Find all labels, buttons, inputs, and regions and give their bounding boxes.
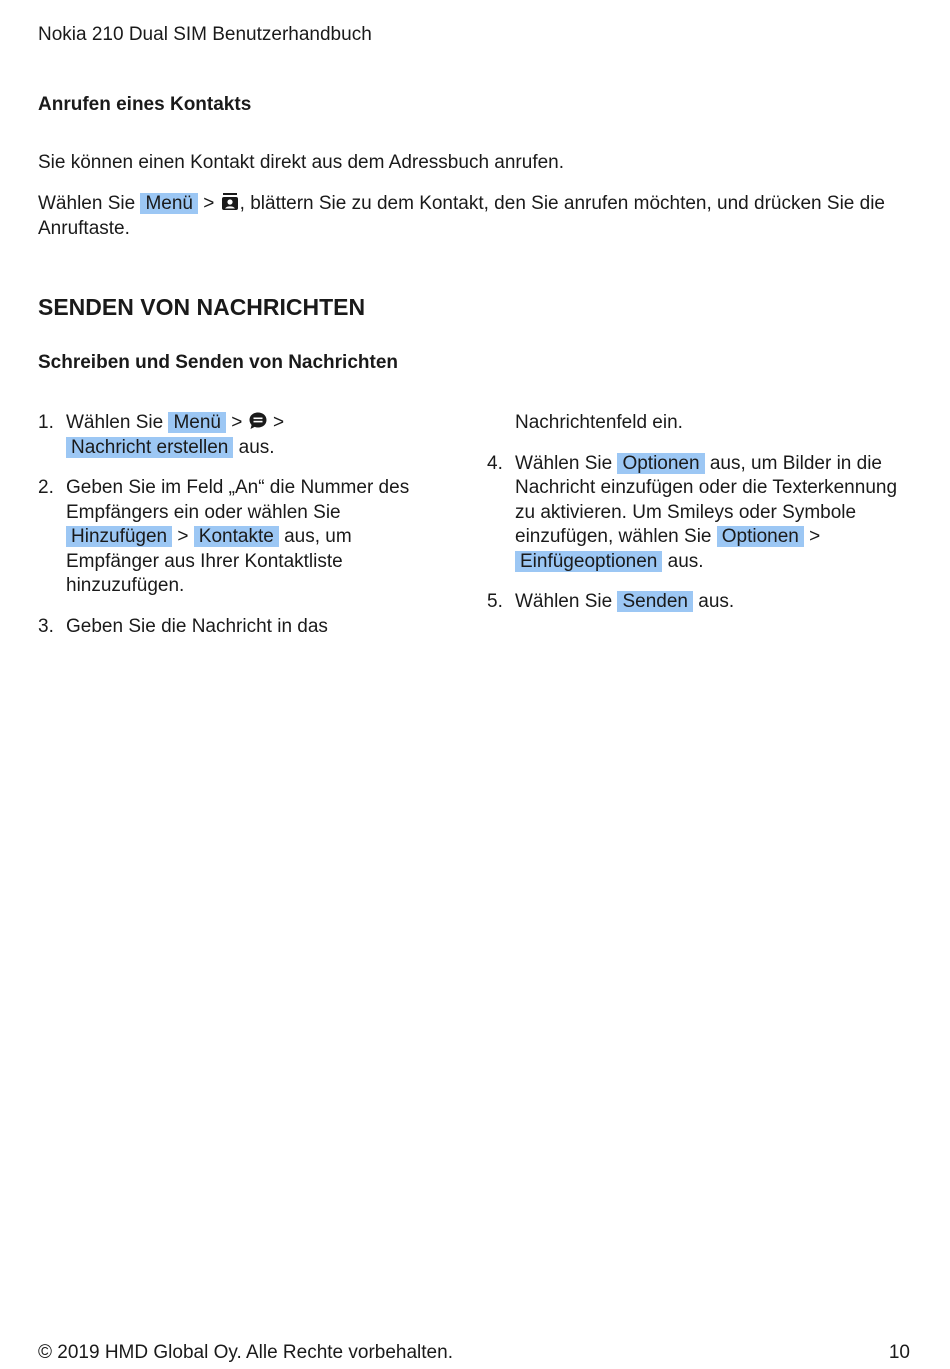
send-label: Senden (617, 591, 693, 612)
contacts-label: Kontakte (194, 526, 279, 547)
call-contact-intro: Sie können einen Kontakt direkt aus dem Adressbuch anrufen. (38, 152, 565, 173)
document-title: Nokia 210 Dual SIM Benutzerhandbuch (38, 24, 372, 45)
page-number: 10 (888, 1342, 910, 1363)
messages-subheading: Schreiben und Senden von Nachrichten (38, 352, 399, 373)
add-label: Hinzufügen (66, 526, 172, 547)
step-number: 2. (38, 477, 54, 498)
list-item (38, 411, 443, 460)
instruction-rest: , blättern Sie zu dem Kontakt, den Sie anrufen möchten, und drücken Sie die Anruftaste. (38, 193, 885, 239)
options-label: Optionen (717, 526, 804, 547)
step-prefix: Wählen Sie (515, 591, 613, 612)
contacts-icon (220, 192, 240, 212)
separator: > (203, 193, 215, 214)
step-number: 5. (487, 591, 503, 612)
list-item (38, 615, 443, 640)
separator: > (809, 526, 821, 547)
list-item-continuation: Nachrichtenfeld ein. (515, 412, 683, 433)
page-footer (38, 1342, 910, 1364)
step-suffix: aus. (238, 436, 275, 458)
step-number: 1. (38, 412, 54, 433)
options-label: Optionen (617, 453, 704, 474)
step-suffix: aus. (667, 550, 704, 572)
step-number: 4. (487, 452, 503, 474)
step-suffix: aus, um Empfänger aus Ihrer Kontaktliste hinzuzufügen. (66, 526, 352, 596)
messages-section-heading: SENDEN VON NACHRICHTEN (38, 294, 366, 320)
menu-label: Menü (168, 412, 226, 433)
menu-label: Menü (140, 193, 198, 214)
step-suffix: aus. (698, 591, 735, 612)
step-prefix: Wählen Sie (515, 452, 613, 474)
call-contact-instruction (38, 191, 910, 241)
separator: > (231, 412, 243, 433)
step-middle: aus, um Bilder in die Nachricht einzufügen oder die Texterkennung zu aktivieren. Um Smileys oder Symbole einzufügen, wählen Sie (515, 452, 898, 547)
insert-options-label: Einfügeoptionen (515, 551, 662, 572)
instruction-prefix: Wählen Sie (38, 193, 136, 214)
step-prefix: Wählen Sie (66, 412, 164, 433)
create-message-label: Nachricht erstellen (66, 437, 233, 458)
step-text: Geben Sie die Nachricht in das (66, 615, 328, 637)
step-number: 3. (38, 615, 54, 637)
copyright-notice: © 2019 HMD Global Oy. Alle Rechte vorbehalten. (38, 1342, 453, 1363)
separator: > (272, 412, 285, 433)
steps-column-right (487, 411, 912, 631)
messages-icon (248, 411, 268, 431)
call-contact-heading: Anrufen eines Kontakts (38, 94, 252, 115)
list-item (487, 452, 912, 575)
list-item (38, 476, 443, 599)
step-prefix: Geben Sie im Feld „An“ die Nummer des Empfängers ein oder wählen Sie (66, 477, 410, 523)
separator: > (177, 526, 189, 547)
steps-column-left (38, 411, 443, 655)
manual-page (38, 0, 910, 1369)
list-item (487, 590, 912, 615)
